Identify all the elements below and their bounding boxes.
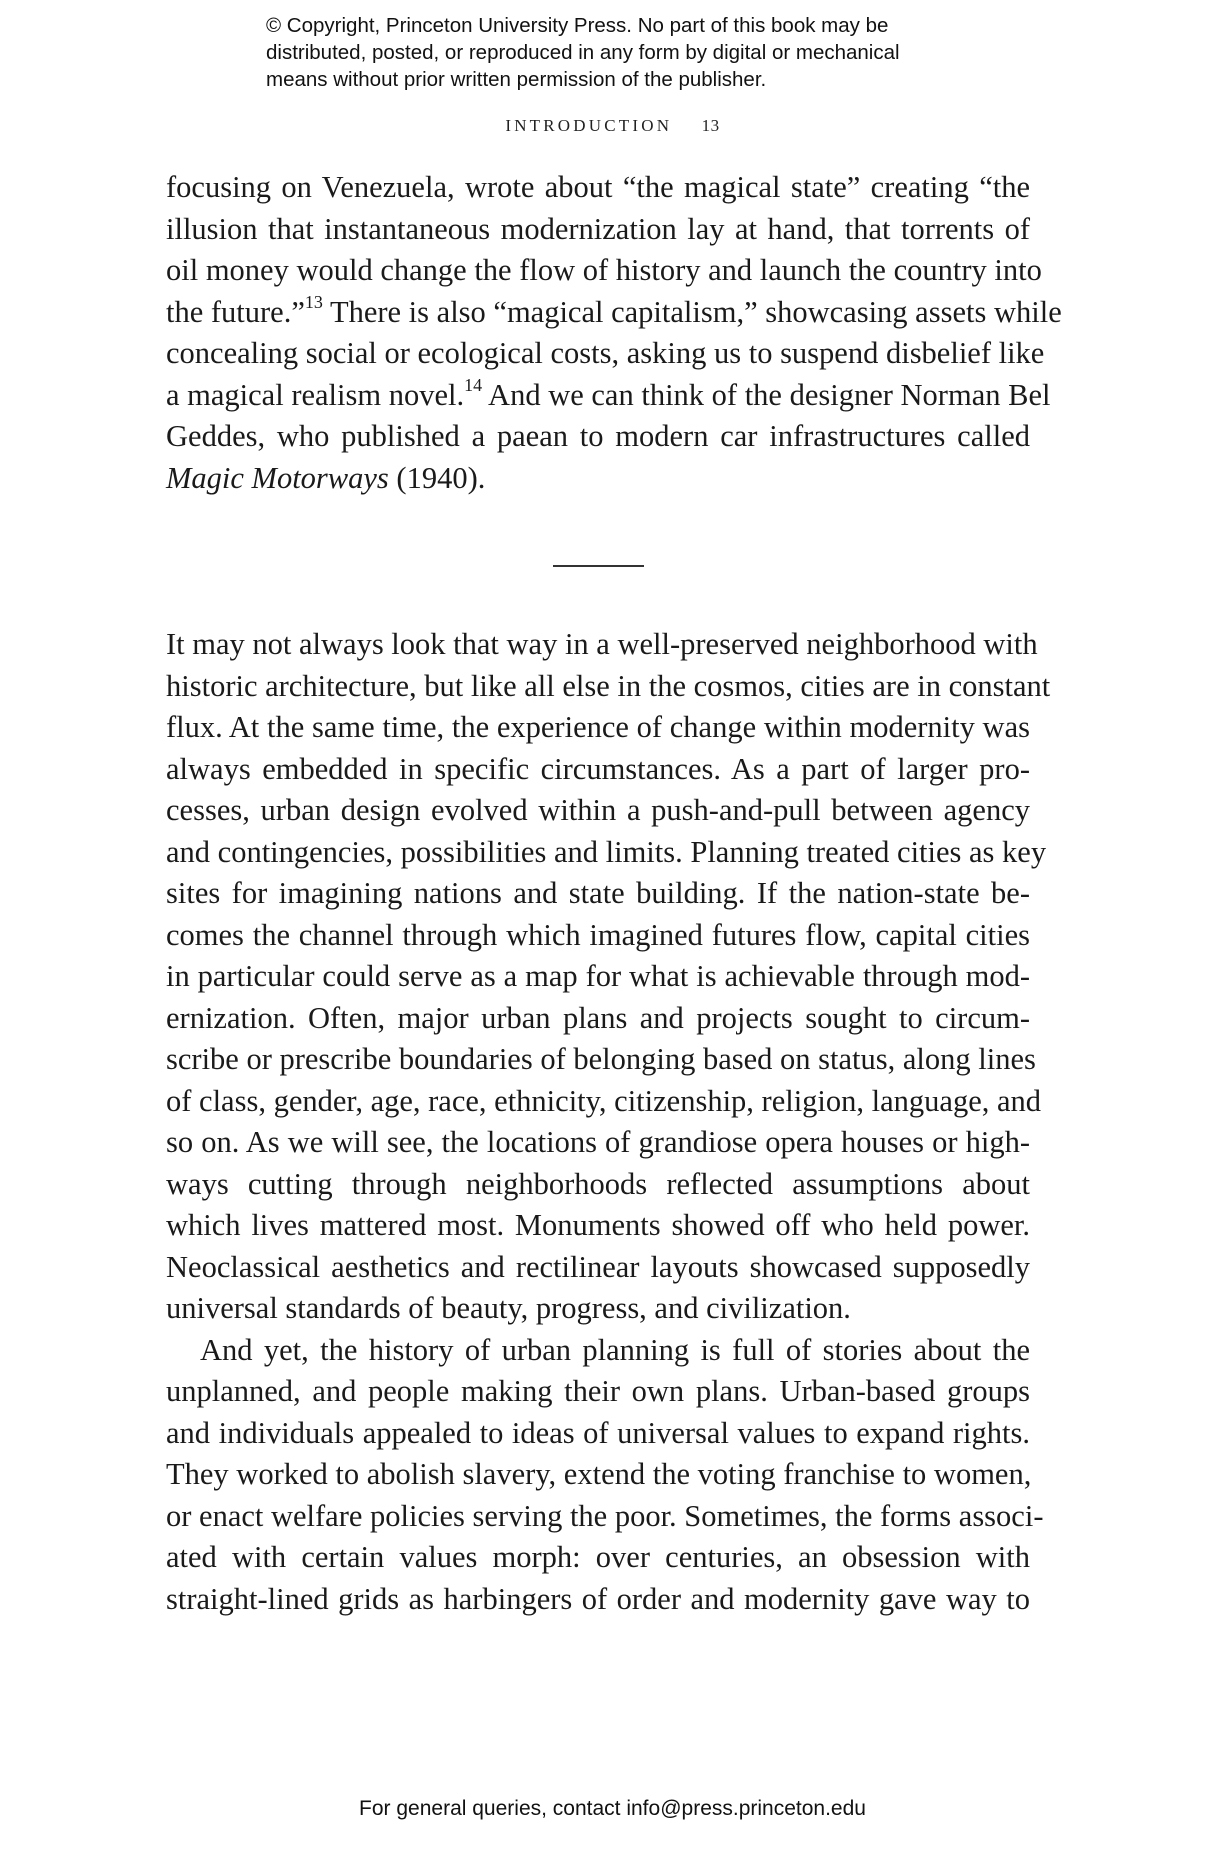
text-line: They worked to abolish slavery, extend the voting franchise to women, bbox=[166, 1457, 1032, 1491]
text-line: straight-lined grids as harbingers of order and modernity gave way to bbox=[166, 1581, 1030, 1616]
text-line: illusion that instantaneous modernization lay at hand, that torrents of bbox=[166, 211, 1030, 246]
text-line: or enact welfare policies serving the poor. Sometimes, the forms associ- bbox=[166, 1498, 1044, 1533]
text-fragment: a magical realism novel. bbox=[166, 377, 465, 412]
footnote-ref-13[interactable]: 13 bbox=[304, 291, 323, 312]
text-line: of class, gender, age, race, ethnicity, citizenship, religion, language, and bbox=[166, 1083, 1042, 1118]
text-line: ated with certain values morph: over centuries, an obsession with bbox=[166, 1540, 1030, 1574]
text-fragment: There is also “magical capitalism,” showcasing assets while bbox=[322, 294, 1062, 329]
paragraph-1 bbox=[166, 167, 1062, 499]
text-line: unplanned, and people making their own plans. Urban-based groups bbox=[166, 1374, 1030, 1408]
section-break-rule bbox=[553, 565, 644, 567]
paragraph-2 bbox=[166, 624, 1051, 1620]
footer-contact: For general queries, contact info@press.princeton.edu bbox=[359, 1797, 866, 1820]
text-line: and contingencies, possibilities and limits. Planning treated cities as key bbox=[166, 834, 1047, 869]
running-head bbox=[0, 116, 1225, 136]
text-line: focusing on Venezuela, wrote about “the magical state” creating “the bbox=[166, 170, 1030, 204]
book-title: Magic Motorways bbox=[166, 460, 389, 495]
text-line: always embedded in specific circumstances. As a part of larger pro- bbox=[166, 751, 1030, 786]
text-fragment: the future.” bbox=[166, 294, 305, 329]
text-line bbox=[166, 291, 1062, 334]
text-line bbox=[166, 374, 1051, 417]
text-line: sites for imagining nations and state building. If the nation-state be- bbox=[166, 876, 1030, 910]
text-line: Geddes, who published a paean to modern car infrastructures called bbox=[166, 419, 1030, 453]
copyright-line: means without prior written permission of the publisher. bbox=[266, 68, 767, 91]
running-head-section: INTRODUCTION bbox=[505, 116, 673, 135]
text-fragment: And we can think of the designer Norman Bel bbox=[482, 377, 1051, 412]
text-line bbox=[166, 458, 1030, 500]
text-line: scribe or prescribe boundaries of belonging based on status, along lines bbox=[166, 1042, 1036, 1076]
text-fragment: (1940). bbox=[388, 460, 486, 495]
text-line: cesses, urban design evolved within a push-and-pull between agency bbox=[166, 793, 1030, 827]
text-line: and individuals appealed to ideas of universal values to expand rights. bbox=[166, 1415, 1030, 1450]
copyright-notice bbox=[266, 12, 986, 93]
text-line: which lives mattered most. Monuments showed off who held power. bbox=[166, 1208, 1030, 1242]
text-line: oil money would change the flow of history and launch the country into bbox=[166, 253, 1042, 287]
text-line: historic architecture, but like all else in the cosmos, cities are in constant bbox=[166, 668, 1051, 703]
text-line: comes the channel through which imagined futures flow, capital cities bbox=[166, 917, 1030, 952]
text-line: universal standards of beauty, progress, and civilization. bbox=[166, 1291, 851, 1325]
text-line: And yet, the history of urban planning is full of stories about the bbox=[200, 1332, 1030, 1367]
footnote-ref-14[interactable]: 14 bbox=[464, 374, 483, 395]
copyright-line: © Copyright, Princeton University Press. No part of this book may be bbox=[266, 14, 889, 37]
page-number: 13 bbox=[701, 116, 720, 135]
copyright-line: distributed, posted, or reproduced in any form by digital or mechanical bbox=[266, 41, 900, 64]
text-line: ways cutting through neighborhoods reflected assumptions about bbox=[166, 1166, 1030, 1201]
text-line: in particular could serve as a map for what is achievable through mod- bbox=[166, 959, 1030, 993]
text-line: Neoclassical aesthetics and rectilinear layouts showcased supposedly bbox=[166, 1249, 1030, 1284]
text-line: ernization. Often, major urban plans and projects sought to circum- bbox=[166, 1000, 1030, 1035]
text-line: concealing social or ecological costs, asking us to suspend disbelief like bbox=[166, 336, 1045, 370]
text-line: so on. As we will see, the locations of grandiose opera houses or high- bbox=[166, 1125, 1030, 1159]
text-line: It may not always look that way in a well-preserved neighborhood with bbox=[166, 627, 1038, 661]
text-line: flux. At the same time, the experience of change within modernity was bbox=[166, 710, 1030, 744]
